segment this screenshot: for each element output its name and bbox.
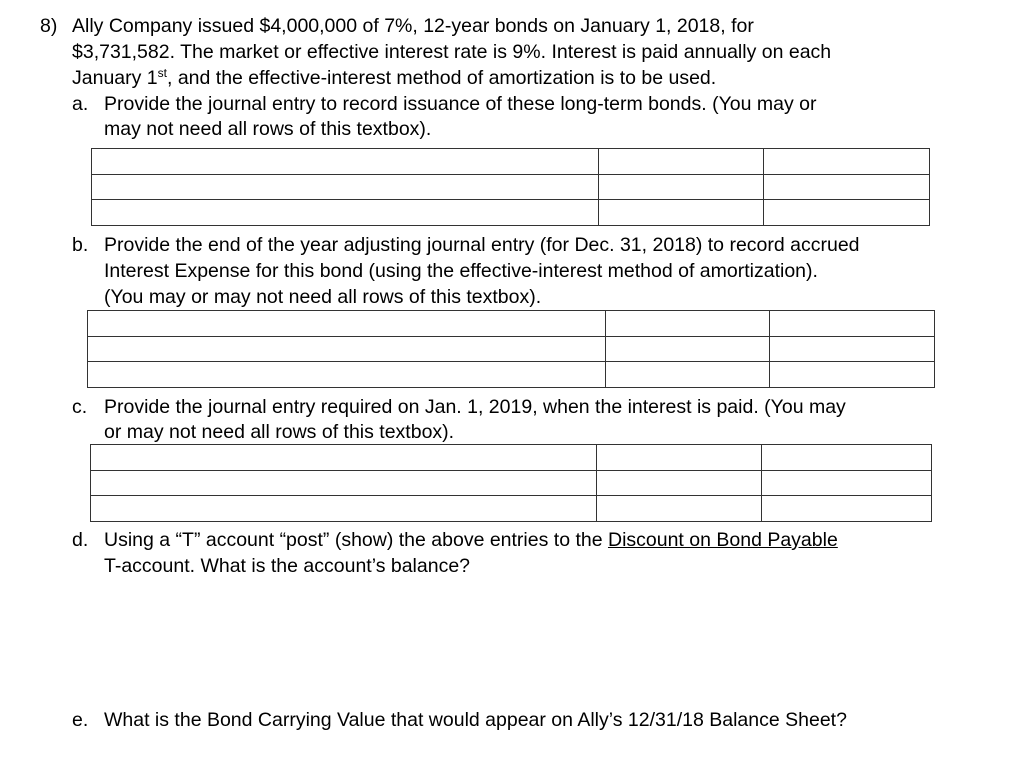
part-b-line-1: Provide the end of the year adjusting journal entry (for Dec. 31, 2018) to record accrued	[104, 234, 860, 256]
credit-cell[interactable]	[770, 311, 935, 337]
question-line-3-post: , and the effective-interest method of amortization is to be used.	[166, 67, 717, 89]
credit-cell[interactable]	[762, 496, 932, 522]
part-d-line-2: T-account. What is the account’s balance?	[104, 555, 471, 577]
discount-on-bond-payable-term: Discount on Bond Payable	[607, 529, 838, 551]
debit-cell[interactable]	[599, 200, 764, 226]
table-row	[92, 149, 930, 175]
part-b-line-3: (You may or may not need all rows of this textbox).	[104, 286, 542, 308]
question-number: 8)	[40, 15, 58, 37]
part-d-letter: d.	[72, 529, 89, 551]
debit-cell[interactable]	[606, 336, 770, 362]
part-a-letter: a.	[72, 93, 89, 115]
account-cell[interactable]	[92, 174, 599, 200]
account-cell[interactable]	[92, 200, 599, 226]
debit-cell[interactable]	[599, 149, 764, 175]
account-cell[interactable]	[88, 311, 606, 337]
credit-cell[interactable]	[762, 445, 932, 471]
part-d-line-1-text: Using a “T” account “post” (show) the above entries to the	[104, 529, 608, 551]
account-cell[interactable]	[88, 362, 606, 388]
part-c-line-2: or may not need all rows of this textbox).	[104, 421, 455, 443]
account-cell[interactable]	[91, 445, 597, 471]
credit-cell[interactable]	[770, 362, 935, 388]
credit-cell[interactable]	[764, 200, 930, 226]
part-e-line-1: What is the Bond Carrying Value that would appear on Ally’s 12/31/18 Balance Sheet?	[104, 709, 847, 731]
question-line-2: $3,731,582. The market or effective interest rate is 9%. Interest is paid annually on each	[72, 41, 832, 63]
question-line-3-pre: January 1	[72, 67, 158, 89]
credit-cell[interactable]	[764, 149, 930, 175]
account-cell[interactable]	[91, 496, 597, 522]
part-d-line-1	[104, 528, 838, 552]
credit-cell[interactable]	[764, 174, 930, 200]
table-row	[92, 200, 930, 226]
table-row	[92, 174, 930, 200]
debit-cell[interactable]	[597, 496, 762, 522]
table-row	[91, 470, 932, 496]
question-line-3-sup: st	[157, 66, 167, 80]
journal-table-b	[87, 310, 935, 388]
table-row	[91, 496, 932, 522]
part-e-letter: e.	[72, 709, 89, 731]
debit-cell[interactable]	[606, 311, 770, 337]
question-line-3	[72, 66, 716, 90]
part-b-letter: b.	[72, 234, 89, 256]
part-a-line-2: may not need all rows of this textbox).	[104, 118, 432, 140]
part-a-line-1: Provide the journal entry to record issuance of these long-term bonds. (You may or	[104, 93, 817, 115]
journal-table-c	[90, 444, 932, 522]
question-line-1: Ally Company issued $4,000,000 of 7%, 12-year bonds on January 1, 2018, for	[72, 15, 754, 37]
debit-cell[interactable]	[599, 174, 764, 200]
table-row	[91, 445, 932, 471]
table-row	[88, 362, 935, 388]
part-c-letter: c.	[72, 396, 88, 418]
part-b-line-2: Interest Expense for this bond (using the effective-interest method of amortization).	[104, 260, 818, 282]
credit-cell[interactable]	[770, 336, 935, 362]
account-cell[interactable]	[91, 470, 597, 496]
table-row	[88, 336, 935, 362]
account-cell[interactable]	[92, 149, 599, 175]
account-cell[interactable]	[88, 336, 606, 362]
debit-cell[interactable]	[606, 362, 770, 388]
part-c-line-1: Provide the journal entry required on Jan. 1, 2019, when the interest is paid. (You may	[104, 396, 846, 418]
table-row	[88, 311, 935, 337]
debit-cell[interactable]	[597, 445, 762, 471]
credit-cell[interactable]	[762, 470, 932, 496]
journal-table-a	[91, 148, 930, 226]
debit-cell[interactable]	[597, 470, 762, 496]
